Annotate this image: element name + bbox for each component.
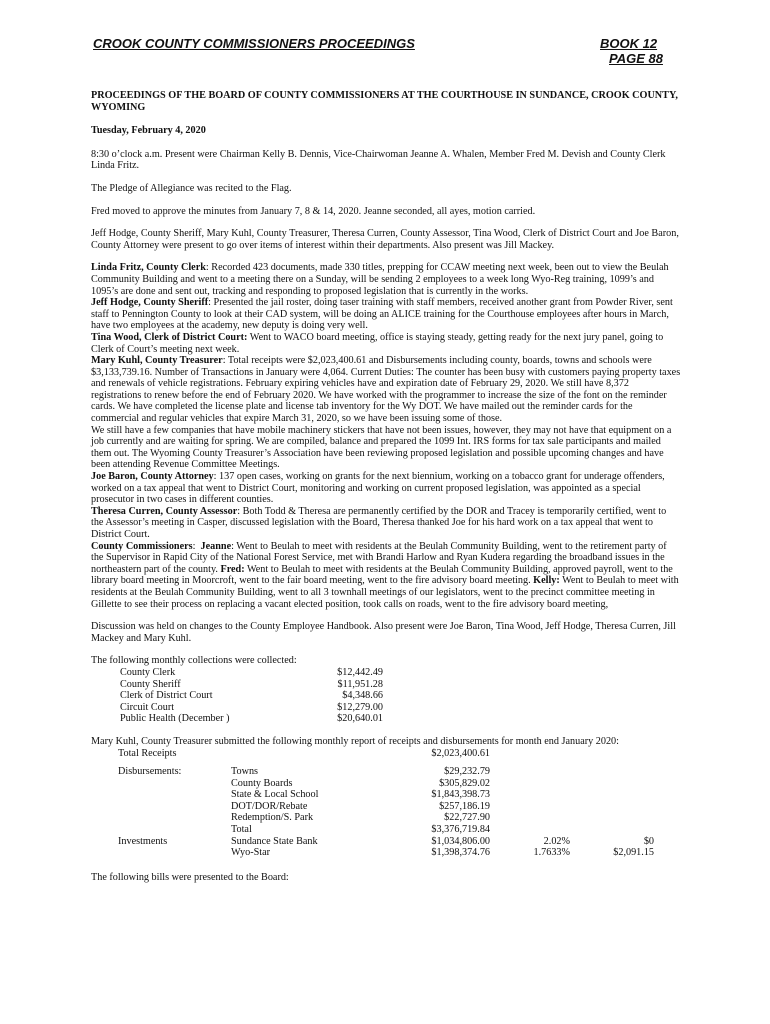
bills-intro: The following bills were presented to the Board: — [91, 871, 289, 883]
department-report — [91, 425, 681, 471]
collection-amount: $11,951.28 — [337, 678, 383, 690]
treasurer-report-table — [118, 748, 654, 859]
disbursement-row — [118, 766, 654, 778]
investment-balance: $1,034,806.00 — [431, 835, 490, 847]
report-official: Jeff Hodge, County Sheriff — [91, 297, 209, 309]
report-text: Presented the jail roster, doing taser training with staff members, received another grant from Powder River, sent staff to Pennington County to look at their CAD system, will be doing an ALICE training for the Courthouse employees after hours in March, have two employees at the academy, new deputy is doing very well. — [91, 297, 673, 332]
collection-amount: $4,348.66 — [342, 690, 383, 702]
fred-text: Went to Beulah to meet with residents at the Beulah Community Building, approved payroll, went to the library board meeting in Moorcroft, went to the fair board meeting, went to the fire advisory board meeting. — [91, 563, 673, 587]
report-official: Linda Fritz, County Clerk — [91, 262, 206, 274]
report-text: Recorded 423 documents, made 330 titles, prepping for CCAW meeting next week, been out to view the Beulah Community Building and went to a meeting there on a Sunday, will be sending 2 employees to a week long Wyo-Reg training, 1099’s and 1095’s are done and sent out, tracking and responding to proposed legislation that is currently in the works. — [91, 262, 669, 297]
department-report — [91, 332, 681, 355]
report-separator: : — [213, 471, 220, 483]
spacer-cell — [490, 789, 570, 801]
collection-label: Public Health (December ) — [120, 713, 230, 725]
collection-row — [120, 679, 383, 691]
spacer-cell — [570, 812, 654, 824]
report-official: Tina Wood, Clerk of District Court: — [91, 331, 248, 343]
meeting-date: Tuesday, February 4, 2020 — [91, 125, 206, 137]
spacer-cell — [118, 801, 231, 813]
report-separator: : — [205, 262, 212, 274]
collection-row — [120, 713, 383, 725]
spacer-cell — [118, 778, 231, 790]
disbursement-row — [118, 778, 654, 790]
disbursement-label: Redemption/S. Park — [231, 812, 314, 824]
disbursement-label: County Boards — [231, 777, 293, 789]
jeanne-label: Jeanne — [200, 540, 232, 552]
departments-paragraph: Jeff Hodge, County Sheriff, Mary Kuhl, County Treasurer, Theresa Curren, County Assessor, Tina Wood, Clerk of District Court and Joe Baron, County Attorney were present to go over items of interest within their departments. Also present was Jill Mackey. — [91, 228, 679, 251]
collection-label: Clerk of District Court — [120, 690, 213, 702]
department-report — [91, 506, 681, 541]
running-header-title: CROOK COUNTY COMMISSIONERS PROCEEDINGS — [93, 36, 415, 51]
spacer-cell — [570, 824, 654, 836]
spacer-cell — [490, 824, 570, 836]
department-report — [91, 262, 681, 297]
investment-interest: $0 — [643, 835, 654, 847]
minutes-motion-paragraph: Fred moved to approve the minutes from January 7, 8 & 14, 2020. Jeanne seconded, all ayes, motion carried. — [91, 205, 536, 217]
receipts-label: Total Receipts — [118, 747, 177, 759]
collection-label: County Sheriff — [120, 678, 181, 690]
spacer-cell — [570, 801, 654, 813]
report-separator: : — [222, 355, 228, 367]
receipts-value: $2,023,400.61 — [431, 747, 490, 759]
spacer-cell — [490, 812, 570, 824]
collection-amount: $12,279.00 — [337, 701, 383, 713]
disbursements-label: Disbursements: — [118, 766, 182, 778]
report-text: 137 open cases, working on grants for the next biennium, working on a tobacco grant for underage offenders, worked on a tax appeal that went to District Court, monitoring and working on current proposed legislation, was appointed as a special prosecutor in two cases in different counties. — [91, 471, 665, 506]
report-official: Mary Kuhl, County Treasurer — [91, 355, 223, 367]
kelly-label: Kelly: — [533, 575, 560, 587]
report-official: Joe Baron, County Attorney — [91, 471, 214, 483]
spacer-cell — [118, 789, 231, 801]
book-number — [600, 36, 657, 51]
collection-amount: $20,640.01 — [337, 713, 383, 725]
disbursement-label: DOT/DOR/Rebate — [231, 800, 308, 812]
collections-table — [120, 667, 383, 725]
commissioners-report: County Commissioners: Jeanne: Went to Beulah to meet with residents at the Beulah Community Building, went to the retirement party of the Supervisor in Rapid City of the National Forest Service, met with Brandi Harlow and Ryan Kudera regarding the broadband issues in the northeastern part of the county. Fred: Went to Beulah to meet with residents at the Beulah Community Building, approved payroll, went to the library board meeting in Moorcroft, went to the fair board meeting, went to the fire advisory board meeting. Kelly: Went to Beulah to meet with residents at the Beulah Community Building, went to all 3 townhall meetings of our legislators, went to the precinct committee meeting in Gillette to see their process on replacing a vacant elected position, took calls on roads, went to the fire advisory board meeting, — [91, 540, 679, 610]
collection-row — [120, 690, 383, 702]
investment-interest: $2,091.15 — [613, 847, 654, 859]
disbursement-label: Total — [231, 824, 252, 836]
spacer-cell — [490, 778, 570, 790]
spacer-cell — [118, 812, 231, 824]
spacer-cell — [570, 789, 654, 801]
document-body — [91, 90, 681, 894]
investment-rate: 1.7633% — [533, 847, 570, 859]
fred-label: Fred: — [220, 563, 245, 575]
disbursement-row — [118, 812, 654, 824]
report-separator: : — [208, 297, 214, 309]
department-reports — [91, 262, 681, 610]
collection-label: Circuit Court — [120, 701, 175, 713]
attendance-paragraph: 8:30 o’clock a.m. Present were Chairman Kelly B. Dennis, Vice-Chairwoman Jeanne A. Whalen, Member Fred M. Devish and County Clerk Linda Fritz. — [91, 148, 666, 172]
disbursement-amount: $257,186.19 — [439, 800, 490, 812]
treasurer-section — [91, 736, 681, 859]
disbursement-row — [118, 824, 654, 836]
treasurer-intro: Mary Kuhl, County Treasurer submitted the following monthly report of receipts and disbursements for month end January 2020: — [91, 735, 619, 747]
disbursement-label: State & Local School — [231, 789, 319, 801]
collection-row — [120, 667, 383, 679]
disbursement-row — [118, 801, 654, 813]
report-text: Went to WACO board meeting, office is staying steady, getting ready for the next jury panel, going to Clerk of Court’s meeting next week. — [91, 331, 664, 355]
investment-balance: $1,398,374.76 — [431, 847, 490, 859]
collections-intro: The following monthly collections were collected: — [91, 655, 297, 667]
collection-amount: $12,442.49 — [337, 666, 383, 678]
investment-row — [118, 847, 654, 859]
kelly-text: Went to Beulah to meet with residents at the Beulah Community Building, went to all 3 townhall meetings of our legislators, went to the precinct committee meeting in Gillette to see their process on replacing a vacant elected position, took calls on roads, went to the fire advisory board meeting, — [91, 575, 679, 610]
disbursement-amount: $29,232.79 — [444, 766, 490, 778]
report-separator: : — [237, 505, 243, 517]
spacer-cell — [490, 801, 570, 813]
document-title: PROCEEDINGS OF THE BOARD OF COUNTY COMMISSIONERS AT THE COURTHOUSE IN SUNDANCE, CROOK COUNTY, WYOMING — [91, 90, 678, 113]
commissioners-label: County Commissioners — [91, 540, 193, 552]
page-number: PAGE 88 — [609, 51, 663, 66]
department-report — [91, 471, 681, 506]
disbursement-amount: $305,829.02 — [439, 777, 490, 789]
department-report — [91, 297, 681, 332]
report-text: We still have a few companies that have mobile machinery stickers that have not been issues, however, they may not have that equipment on a job currently and are waiting for spring. We are compiled, balance and prepared the 1099 Int. IRS forms for tax sale participants and mailed them out. The Wyoming County Treasurer’s Association have been reviewing proposed legislation and possible upcoming changes and have been attending Revenue Committee Meetings. — [91, 424, 672, 471]
collection-label: County Clerk — [120, 666, 176, 678]
disbursement-label: Towns — [231, 766, 259, 778]
handbook-paragraph: Discussion was held on changes to the County Employee Handbook. Also present were Joe Baron, Tina Wood, Jeff Hodge, Theresa Curren, Jill Mackey and Mary Kuhl. — [91, 621, 676, 644]
disbursement-amount: $22,727.90 — [444, 812, 490, 824]
receipts-row — [118, 748, 654, 760]
spacer-cell — [570, 778, 654, 790]
investment-rate: 2.02% — [543, 835, 570, 847]
book-label: BOOK 12 — [600, 36, 658, 51]
spacer-cell — [118, 847, 231, 859]
report-official: Theresa Curren, County Assessor — [91, 505, 238, 517]
pledge-paragraph: The Pledge of Allegiance was recited to the Flag. — [91, 182, 292, 194]
disbursement-amount: $1,843,398.73 — [431, 789, 490, 801]
spacer-cell — [490, 766, 570, 778]
department-report — [91, 355, 681, 425]
disbursement-row — [118, 789, 654, 801]
spacer-cell — [570, 766, 654, 778]
report-text: Total receipts were $2,023,400.61 and Disbursements including county, boards, towns and schools were $3,133,739.16. Number of Transactions in January were 4,064. Current Duties: The counter has been busy with customers paying property taxes and renewals of vehicle registrations. February expiring vehicles have and expiration date of February 29, 2020. We still have 8,372 registrations to renew before the end of February 2020. We have worked with the programmer to increase the size of the font on the reminder cards. We have completed the license plate and license tab inventory for the Wy DOT. We have mailed out the reminder cards for the commercial and regular vehicles that expire March 31, 2020, so we have been issuing some of those. — [91, 355, 681, 425]
disbursement-amount: $3,376,719.84 — [431, 824, 490, 836]
investment-institution: Wyo-Star — [231, 847, 270, 859]
spacer-cell — [118, 824, 231, 836]
report-text: Both Todd & Theresa are permanently certified by the DOR and Tracey is temporarily certified, went to the Assessor’s meeting in Casper, discussed legislation with the Board, Theresa thanked Joe for his hard work on a tax appeal that went to District Court. — [91, 505, 667, 540]
jeanne-text: : Went to Beulah to meet with residents at the Beulah Community Building, went to the retirement party of the Supervisor in Rapid City of the National Forest Service, met with Brandi Harlow and Ryan Kudera regarding the broadband issues in the northeastern part of the county. — [91, 540, 667, 575]
investment-row — [118, 836, 654, 848]
collections-section — [91, 655, 681, 725]
collection-row — [120, 702, 383, 714]
investment-institution: Sundance State Bank — [231, 835, 318, 847]
investments-label: Investments — [118, 835, 168, 847]
